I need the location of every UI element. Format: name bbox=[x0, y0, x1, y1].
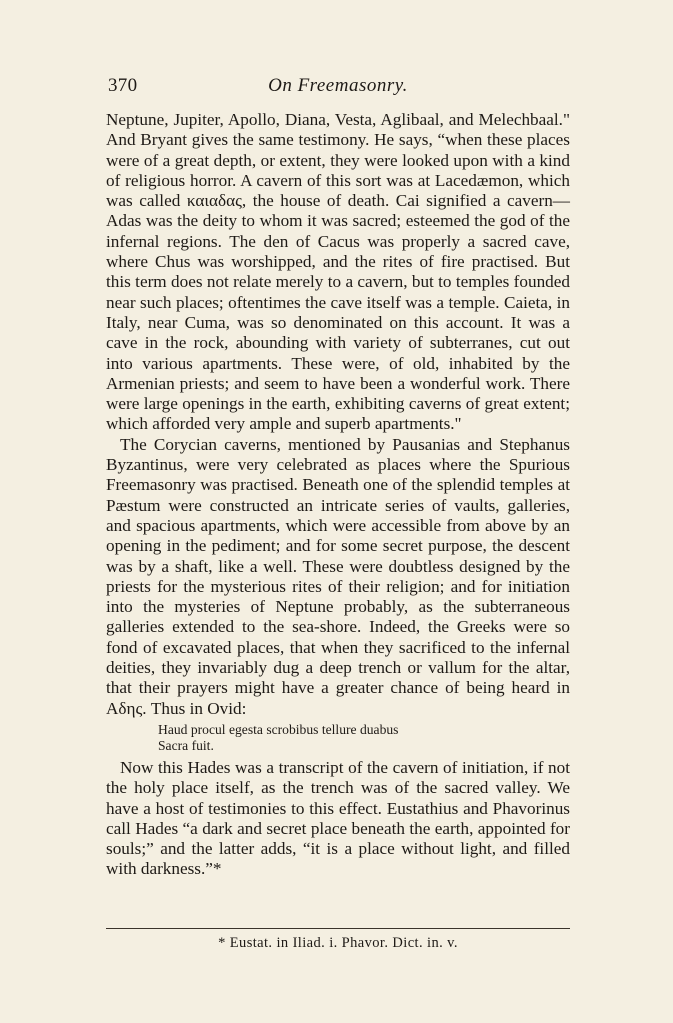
quotation-line-2: Sacra fuit. bbox=[158, 737, 214, 753]
paragraph-3: Now this Hades was a transcript of the cavern of initiation, if not the holy place itself, as the trench was of the sacred valley. We have a host of testimonies to this effect. Eustathius and Phavorinus call Hades “a dark and secret place beneath the earth, appointed for souls;” and the latter adds, “it is a place without light, and filled with darkness.”* bbox=[106, 757, 570, 879]
running-title: On Freemasonry. bbox=[268, 75, 408, 96]
page-header bbox=[108, 75, 568, 103]
quotation-line-1: Haud procul egesta scrobibus tellure duabus bbox=[158, 721, 399, 737]
paragraph-1: Neptune, Jupiter, Apollo, Diana, Vesta, Aglibaal, and Melechbaal." And Bryant gives the same testimony. He says, “when these places were of a great depth, or extent, they were looked upon with a kind of religious horror. A cavern of this sort was at Lacedæmon, which was called καιαδας, the house of death. Cai signified a cavern—Adas was the deity to whom it was sacred; esteemed the god of the infernal regions. The den of Cacus was properly a sacred cave, where Chus was worshipped, and the rites of fire practised. But this term does not relate merely to a cavern, but to temples founded near such places; oftentimes the cave itself was a temple. Caieta, in Italy, near Cuma, was so denominated on this account. It was a cave in the rock, abounding with variety of subterranes, cut out into various apartments. These were, of old, inhabited by the Armenian priests; and seem to have been a wonderful work. There were large openings in the earth, exhibiting caverns of great extent; which afforded very ample and superb apartments." bbox=[106, 110, 570, 434]
body-text bbox=[106, 110, 570, 880]
footnote: * Eustat. in Iliad. i. Phavor. Dict. in. v. bbox=[218, 935, 458, 951]
page-number: 370 bbox=[108, 75, 138, 96]
latin-quotation bbox=[158, 722, 570, 754]
footnote-rule bbox=[106, 928, 570, 929]
paragraph-2: The Corycian caverns, mentioned by Pausanias and Stephanus Byzantinus, were very celebrated as places where the Spurious Freemasonry was practised. Beneath one of the splendid temples at Pæstum were constructed an intricate series of vaults, galleries, and spacious apartments, which were accessible from above by an opening in the pediment; and for some secret purpose, the descent was by a shaft, like a well. These were doubtless designed by the priests for the mysterious rites of their religion; and for initiation into the mysteries of Neptune probably, as the subterraneous galleries extended to the sea-shore. Indeed, the Greeks were so fond of excavated places, that when they sacrificed to the infernal deities, they invariably dug a deep trench or vallum for the altar, that their prayers might have a greater chance of being heard in Αδης. Thus in Ovid: bbox=[106, 434, 570, 718]
